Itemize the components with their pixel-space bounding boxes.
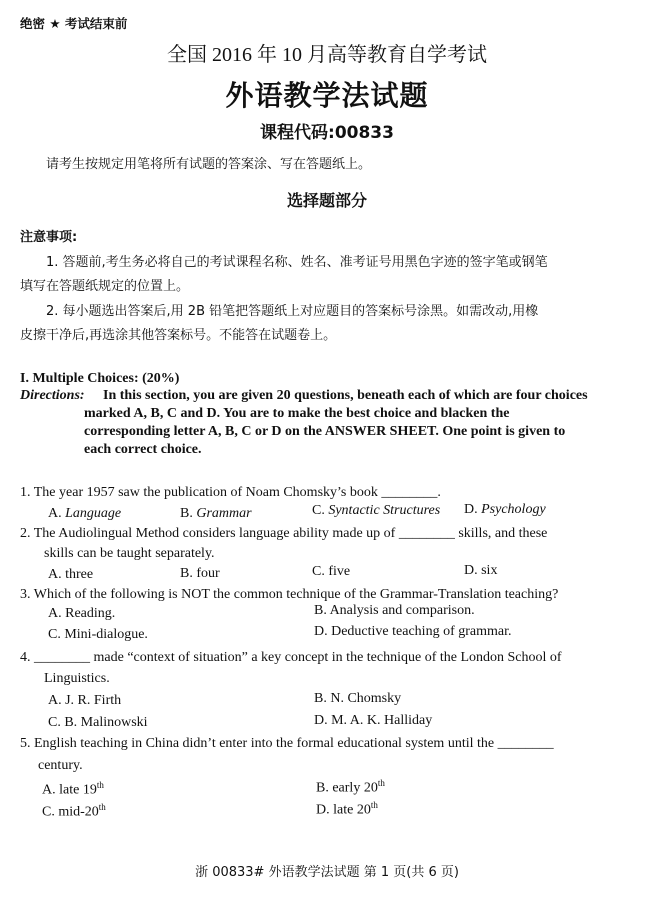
q3-option-c: C. Mini-dialogue. <box>48 627 148 642</box>
q1-option-c-letter: C. <box>312 503 329 518</box>
q5-option-b <box>316 778 385 797</box>
exam-title: 全国 2016 年 10 月高等教育自学考试 <box>167 44 487 66</box>
course-code: 课程代码:00833 <box>260 123 394 143</box>
q4-option-b: B. N. Chomsky <box>314 691 402 706</box>
note-1-line-1: 1. 答题前,考生务必将自己的考试课程名称、姓名、准考证号用黑色字迹的签字笔或钢笔 <box>46 255 548 270</box>
question-4-stem-cont: Linguistics. <box>44 671 110 686</box>
question-2-stem: 2. The Audiolingual Method considers language ability made up of ________ skills, and these <box>20 526 548 541</box>
q3-option-d: D. Deductive teaching of grammar. <box>314 624 512 639</box>
q2-option-c: C. five <box>312 564 351 579</box>
q4-option-a: A. J. R. Firth <box>48 693 122 708</box>
q5-option-a-text: A. late 19 <box>42 782 97 798</box>
directions-line-1: In this section, you are given 20 questions, beneath each of which are four choices <box>103 388 588 403</box>
q3-option-b: B. Analysis and comparison. <box>314 603 475 618</box>
q5-option-d-sup: th <box>370 800 378 810</box>
q5-option-b-sup: th <box>377 778 385 788</box>
note-1-line-2: 填写在答题纸规定的位置上。 <box>20 279 190 294</box>
notes-heading: 注意事项: <box>20 230 78 245</box>
question-4-stem: 4. ________ made “context of situation” a key concept in the technique of the London School of <box>20 650 562 665</box>
q5-option-a-sup: th <box>96 780 104 790</box>
directions-line-4: each correct choice. <box>84 442 202 457</box>
q5-option-b-text: B. early 20 <box>316 780 378 796</box>
directions-line-3: corresponding letter A, B, C or D on the ANSWER SHEET. One point is given to <box>84 424 566 439</box>
q1-option-c <box>312 503 440 519</box>
q1-option-d-letter: D. <box>464 502 482 517</box>
directions-line-2: marked A, B, C and D. You are to make the best choice and blacken the <box>84 406 510 421</box>
section-heading: I. Multiple Choices: (20%) <box>20 371 180 386</box>
q5-option-c <box>42 802 106 821</box>
q2-option-b: B. four <box>180 566 220 581</box>
directions-label: Directions: <box>20 388 85 403</box>
q1-option-b-letter: B. <box>180 506 197 521</box>
q5-option-d-text: D. late 20 <box>316 802 371 818</box>
question-3-stem: 3. Which of the following is NOT the common technique of the Grammar-Translation teaching? <box>20 587 559 602</box>
note-2-line-2: 皮擦干净后,再选涂其他答案标号。不能答在试题卷上。 <box>20 328 337 343</box>
q3-option-a: A. Reading. <box>48 606 116 621</box>
part-title: 选择题部分 <box>286 191 367 210</box>
q4-option-c: C. B. Malinowski <box>48 715 148 730</box>
page-footer: 浙 00833# 外语教学法试题 第 1 页(共 6 页) <box>195 865 459 880</box>
q1-option-a-letter: A. <box>48 506 66 521</box>
confidential-label: 绝密 ★ 考试结束前 <box>20 16 128 31</box>
note-2-line-1: 2. 每小题选出答案后,用 2B 铅笔把答题纸上对应题目的答案标号涂黑。如需改动,用橡 <box>46 304 539 319</box>
q1-option-d <box>464 502 546 518</box>
q1-option-c-text: Syntactic Structures <box>328 503 441 518</box>
q5-option-c-sup: th <box>98 802 106 812</box>
question-2-stem-cont: skills can be taught separately. <box>44 546 215 561</box>
q5-option-c-text: C. mid-20 <box>42 804 99 820</box>
q2-option-a: A. three <box>48 567 94 582</box>
question-5-stem-cont: century. <box>38 758 83 773</box>
q5-option-d <box>316 800 378 819</box>
q1-option-b-text: Grammar <box>196 506 252 521</box>
q1-option-d-text: Psychology <box>481 502 546 517</box>
q4-option-d: D. M. A. K. Halliday <box>314 713 433 728</box>
answer-instruction: 请考生按规定用笔将所有试题的答案涂、写在答题纸上。 <box>46 157 372 172</box>
q5-option-a <box>42 780 104 799</box>
q1-option-a <box>48 506 121 522</box>
q2-option-d: D. six <box>464 563 498 578</box>
question-5-stem: 5. English teaching in China didn’t enter into the formal educational system until the ________ <box>20 736 554 751</box>
subject-title: 外语教学法试题 <box>225 79 429 112</box>
q1-option-b <box>180 506 252 522</box>
q1-option-a-text: Language <box>65 506 122 521</box>
question-1-stem: 1. The year 1957 saw the publication of Noam Chomsky’s book ________. <box>20 485 441 500</box>
